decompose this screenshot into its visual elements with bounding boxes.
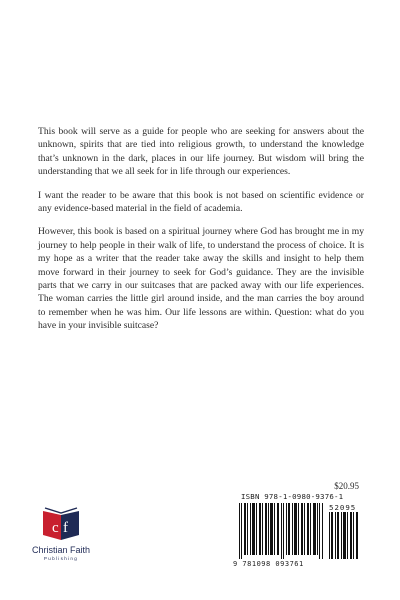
svg-text:c: c (52, 520, 59, 536)
blurb-paragraph-2: I want the reader to be aware that this book is not based on scientific evidence or any evidence-based material in the field of academia. (38, 189, 364, 215)
price-label: $20.95 (334, 481, 359, 491)
ean-barcode-bars (239, 503, 325, 559)
publisher-tagline: Publishing (43, 556, 79, 561)
isbn-barcode (233, 492, 363, 570)
book-cf-icon (41, 505, 81, 543)
isbn-text: ISBN 978-1-0980-9376-1 (241, 492, 344, 501)
addon-barcode-bars (329, 512, 359, 559)
barcode-number: 9 781098 093761 (233, 560, 304, 568)
svg-text:f: f (63, 520, 68, 536)
cover-blurb (38, 125, 364, 343)
blurb-paragraph-1: This book will serve as a guide for people who are seeking for answers about the unknown, spirits that are tied into religious growth, to understand the knowledge that’s unknown in the dark, places in our life journey. But wisdom will bring the understanding that we all seek for in life through our experiences. (38, 126, 364, 178)
blurb-paragraph-3: However, this book is based on a spiritual journey where God has brought me in my journey to help people in their walk of life, to understand the process of choice. It is my hope as a writer that the reader take away the skills and insight to help them move forward in their journey to seek for God’s guidance. They are the invisible parts that we carry in our suitcases that are packed away with our life experiences. The woman carries the little girl around inside, and the man carries the boy around to remember when he was him. Our life lessons are within. Question: what do you have in your invisible suitcase? (38, 226, 364, 332)
publisher-logo (28, 505, 118, 570)
barcode-addon-digits: 52095 (329, 503, 357, 512)
publisher-name: Christian Faith (31, 545, 91, 555)
